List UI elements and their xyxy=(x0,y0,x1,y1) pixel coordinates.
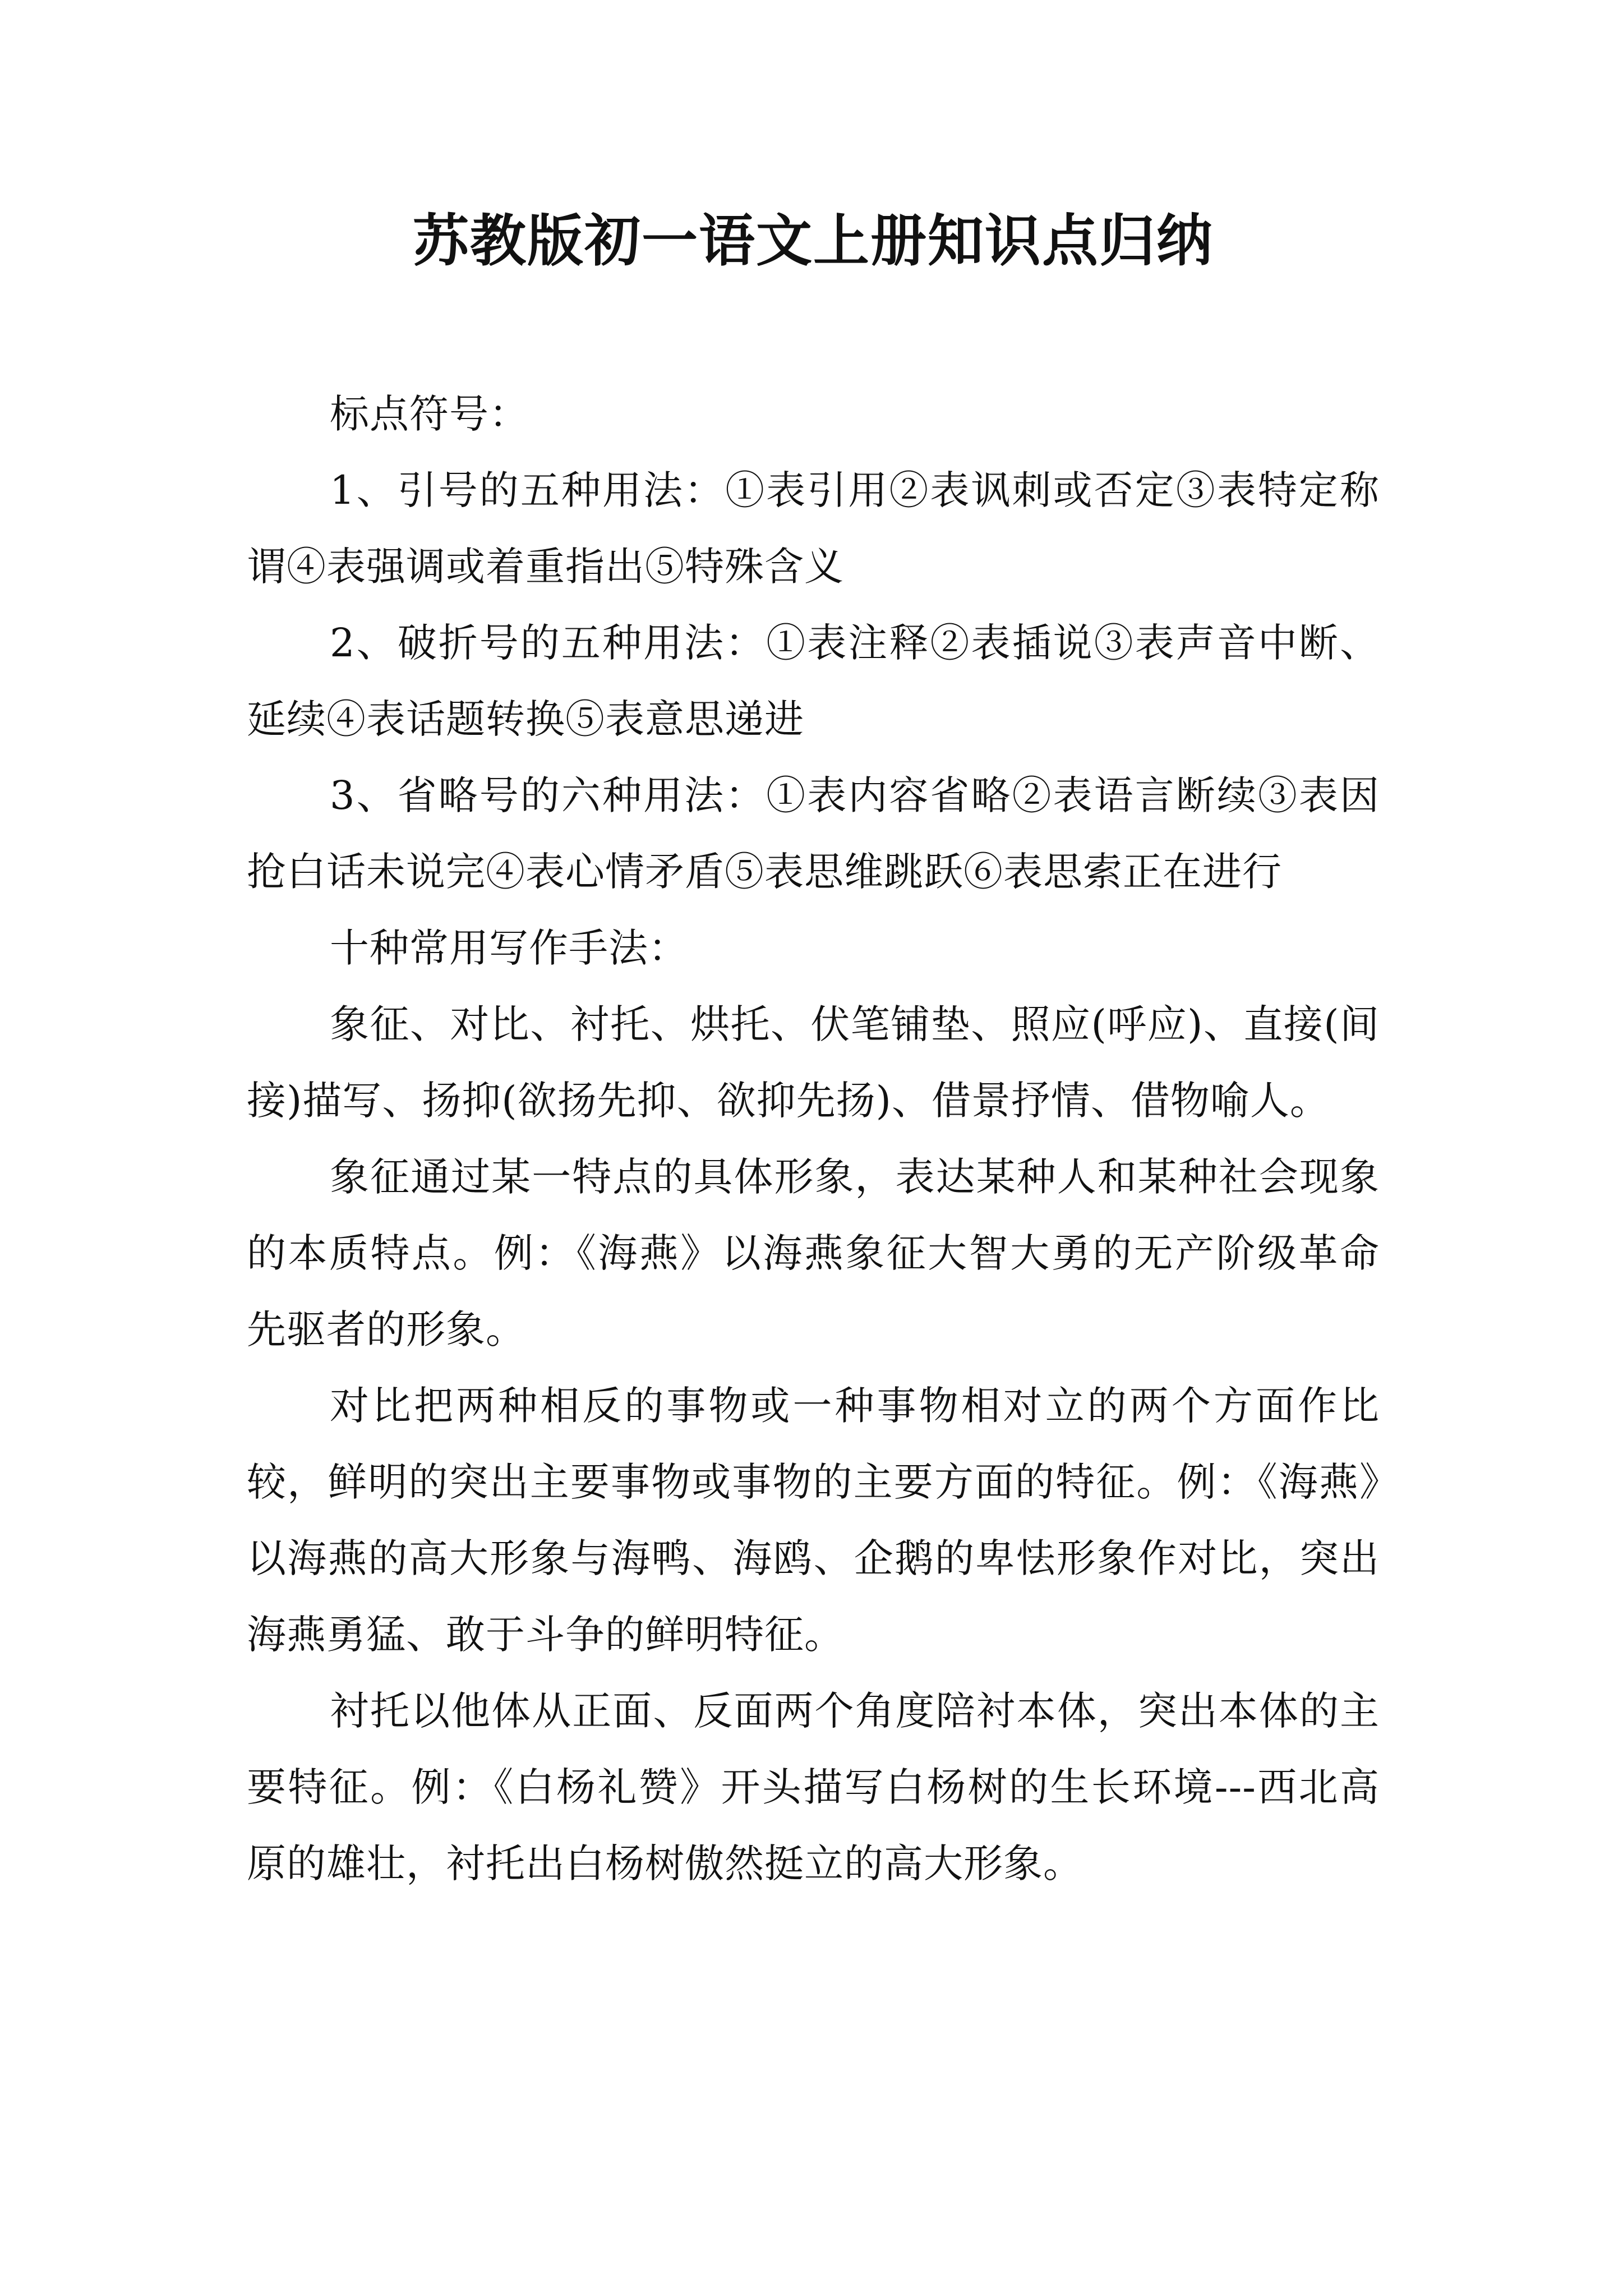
paragraph-writing-techniques-heading: 十种常用写作手法： xyxy=(330,925,688,971)
paragraph-techniques-list: 象征、对比、衬托、烘托、伏笔铺垫、照应(呼应)、直接(间接)描写、扬抑(欲扬先抑、欲抑先扬)、借景抒情、借物喻人。 xyxy=(247,1001,1380,1124)
paragraph-foil: 衬托以他体从正面、反面两个角度陪衬本体，突出本体的主要特征。例：《白杨礼赞》开头描写白杨树的生长环境---西北高原的雄壮，衬托出白杨树傲然挺立的高大形象。 xyxy=(247,1688,1380,1887)
paragraph-symbolism: 象征通过某一特点的具体形象，表达某种人和某种社会现象的本质特点。例：《海燕》以海燕象征大智大勇的无产阶级革命先驱者的形象。 xyxy=(247,1154,1380,1352)
paragraph-contrast: 对比把两种相反的事物或一种事物相对立的两个方面作比较，鲜明的突出主要事物或事物的主要方面的特征。例：《海燕》以海燕的高大形象与海鸭、海鸥、企鹅的卑怯形象作对比，突出海燕勇猛、敢于斗争的鲜明特征。 xyxy=(247,1383,1380,1658)
paragraph-dash: 2、破折号的五种用法：①表注释②表插说③表声音中断、延续④表话题转换⑤表意思递进 xyxy=(247,620,1380,742)
document-title: 苏教版初一语文上册知识点归纳 xyxy=(413,208,1214,274)
paragraph-quotation-marks: 1、引号的五种用法：①表引用②表讽刺或否定③表特定称谓④表强调或着重指出⑤特殊含义 xyxy=(247,467,1380,590)
paragraph-punctuation-heading: 标点符号： xyxy=(330,391,529,437)
document-body xyxy=(247,376,1380,1902)
paragraph-ellipsis: 3、省略号的六种用法：①表内容省略②表语言断续③表因抢白话未说完④表心情矛盾⑤表思维跳跃⑥表思索正在进行 xyxy=(247,772,1380,895)
